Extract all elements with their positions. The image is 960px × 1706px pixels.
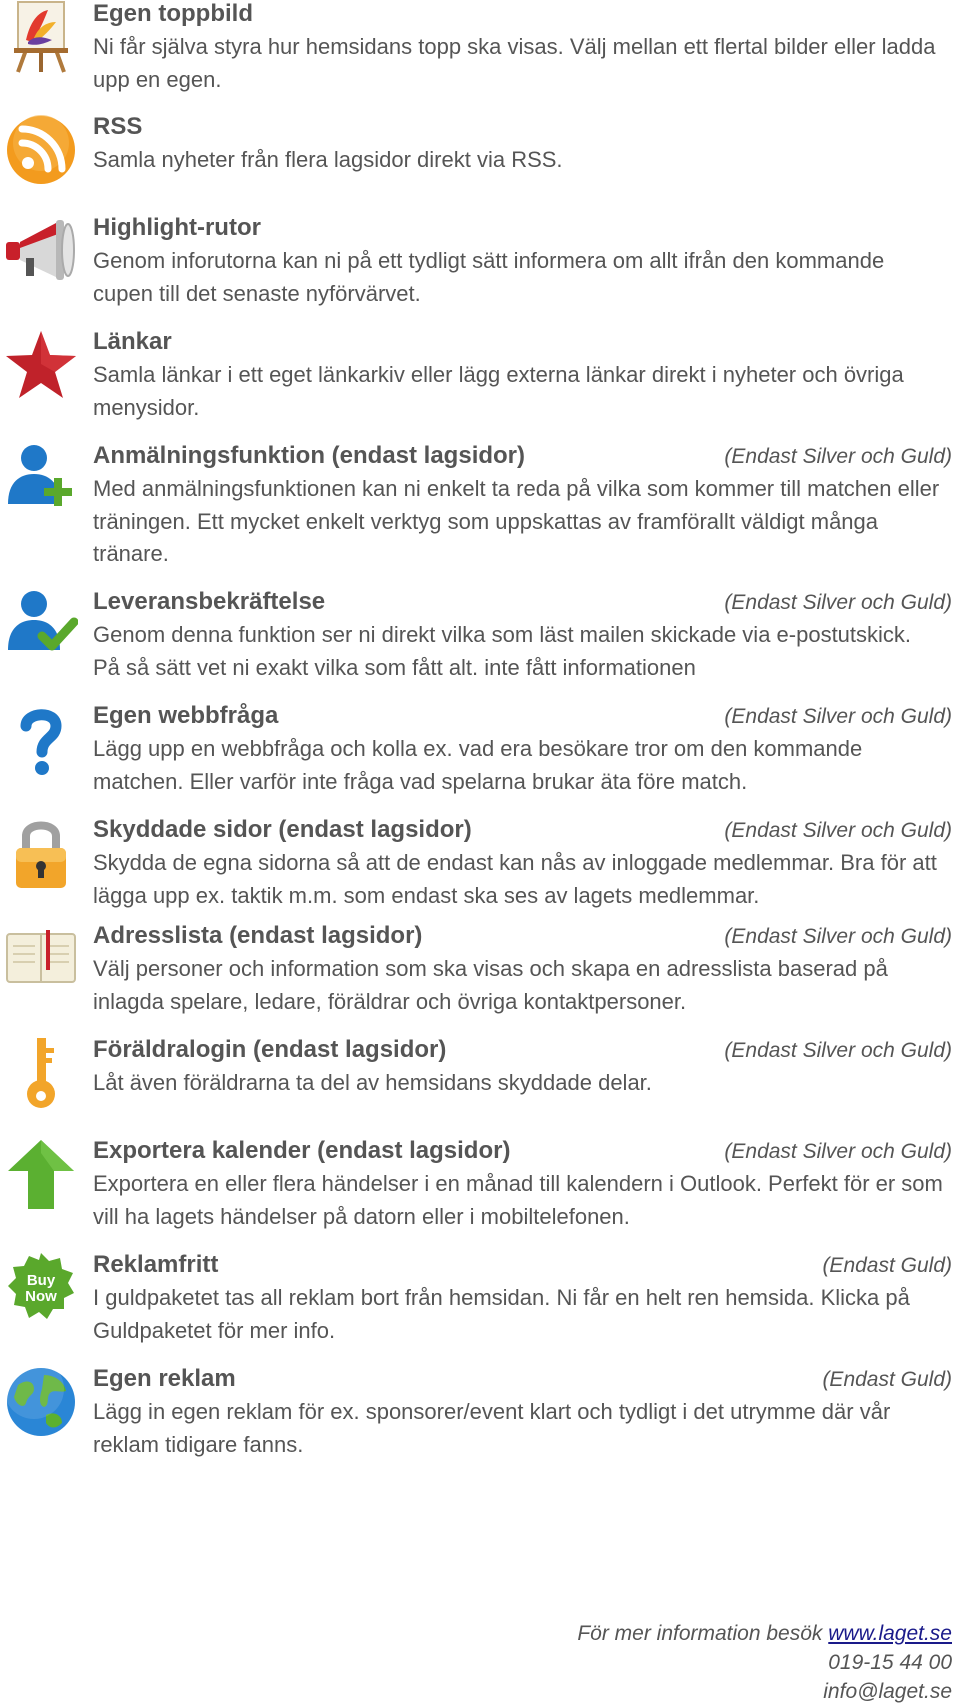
user-add-icon <box>4 442 78 516</box>
feature-description: Genom inforutorna kan ni på ett tydligt sätt informera om allt ifrån den kommande cupen till det senaste nyförvärvet. <box>93 248 885 306</box>
book-icon <box>4 922 78 996</box>
feature-description: Välj personer och information som ska visas och skapa en adresslista baserad på inlagda spelare, ledare, föräldrar och övriga kontaktpersoner. <box>93 956 888 1014</box>
tier-badge: (Endast Silver och Guld) <box>724 445 952 468</box>
tier-badge: (Endast Guld) <box>822 1368 952 1391</box>
tier-badge: (Endast Silver och Guld) <box>724 925 952 948</box>
feature-description: Ni får själva styra hur hemsidans topp ska visas. Välj mellan ett flertal bilder eller ladda upp en egen. <box>93 34 936 92</box>
tier-badge: (Endast Silver och Guld) <box>724 591 952 614</box>
padlock-icon <box>4 816 78 890</box>
feature-title: Reklamfritt <box>93 1251 219 1278</box>
feature-description: I guldpaketet tas all reklam bort från hemsidan. Ni får en helt ren hemsida. Klicka på Guldpaketet för mer info. <box>93 1285 910 1343</box>
easel-icon <box>4 0 78 74</box>
feature-description: Lägg upp en webbfråga och kolla ex. vad era besökare tror om den kommande matchen. Eller varför inte fråga vad spelarna brukar äta före match. <box>93 736 863 794</box>
feature-title: Länkar <box>93 328 172 355</box>
feature-title: Exportera kalender (endast lagsidor) <box>93 1137 511 1164</box>
footer-email: info@laget.se <box>823 1680 952 1703</box>
buy-now-line1: Buy <box>26 1272 56 1289</box>
feature-title: Egen webbfråga <box>93 702 279 729</box>
feature-title: RSS <box>93 113 143 140</box>
buy-now-badge-icon <box>4 1251 78 1325</box>
feature-title: Skyddade sidor (endast lagsidor) <box>93 816 472 843</box>
tier-badge: (Endast Silver och Guld) <box>724 705 952 728</box>
feature-title: Anmälningsfunktion (endast lagsidor) <box>93 442 526 469</box>
footer-info-line <box>577 1619 952 1648</box>
website-link[interactable]: www.laget.se <box>828 1622 952 1645</box>
rss-icon <box>4 113 78 187</box>
contact-footer <box>577 1619 952 1706</box>
arrow-up-icon <box>4 1137 78 1211</box>
feature-title: Highlight-rutor <box>93 214 261 241</box>
question-icon <box>4 702 78 776</box>
buy-now-line2: Now <box>25 1288 57 1305</box>
tier-badge: (Endast Silver och Guld) <box>724 819 952 842</box>
tier-badge: (Endast Guld) <box>822 1254 952 1277</box>
globe-icon <box>4 1365 78 1439</box>
feature-title: Föräldralogin (endast lagsidor) <box>93 1036 447 1063</box>
tier-badge: (Endast Silver och Guld) <box>724 1140 952 1163</box>
star-icon <box>4 328 78 402</box>
feature-title: Egen reklam <box>93 1365 236 1392</box>
feature-title: Leveransbekräftelse <box>93 588 326 615</box>
footer-phone: 019-15 44 00 <box>828 1651 952 1674</box>
feature-description: Lägg in egen reklam för ex. sponsorer/event klart och tydligt i det utrymme där vår reklam tidigare fanns. <box>93 1399 891 1457</box>
feature-description: Samla nyheter från flera lagsidor direkt via RSS. <box>93 147 563 172</box>
megaphone-icon <box>4 214 78 288</box>
feature-description: Skydda de egna sidorna så att de endast kan nås av inloggade medlemmar. Bra för att lägga upp ex. taktik m.m. som endast ska ses av lagets medlemmar. <box>93 850 937 908</box>
feature-description: Genom denna funktion ser ni direkt vilka som läst mailen skickade via e-postutskick. På så sätt vet ni exakt vilka som fått alt. inte fått informationen <box>93 622 912 680</box>
feature-description: Samla länkar i ett eget länkarkiv eller lägg externa länkar direkt i nyheter och övriga menysidor. <box>93 362 904 420</box>
feature-title: Adresslista (endast lagsidor) <box>93 922 423 949</box>
feature-title: Egen toppbild <box>93 0 253 27</box>
feature-description: Med anmälningsfunktionen kan ni enkelt ta reda på vilka som kommer till matchen eller träningen. Ett mycket enkelt verktyg som uppskattas av framförallt väldigt många tränare. <box>93 476 940 566</box>
feature-description: Exportera en eller flera händelser i en månad till kalendern i Outlook. Perfekt för er som vill ha lagets händelser på datorn eller i mobiltelefonen. <box>93 1171 943 1229</box>
key-icon <box>4 1036 78 1110</box>
footer-info-text: För mer information besök <box>577 1622 823 1645</box>
tier-badge: (Endast Silver och Guld) <box>724 1039 952 1062</box>
user-check-icon <box>4 588 78 662</box>
feature-description: Låt även föräldrarna ta del av hemsidans skyddade delar. <box>93 1070 652 1095</box>
